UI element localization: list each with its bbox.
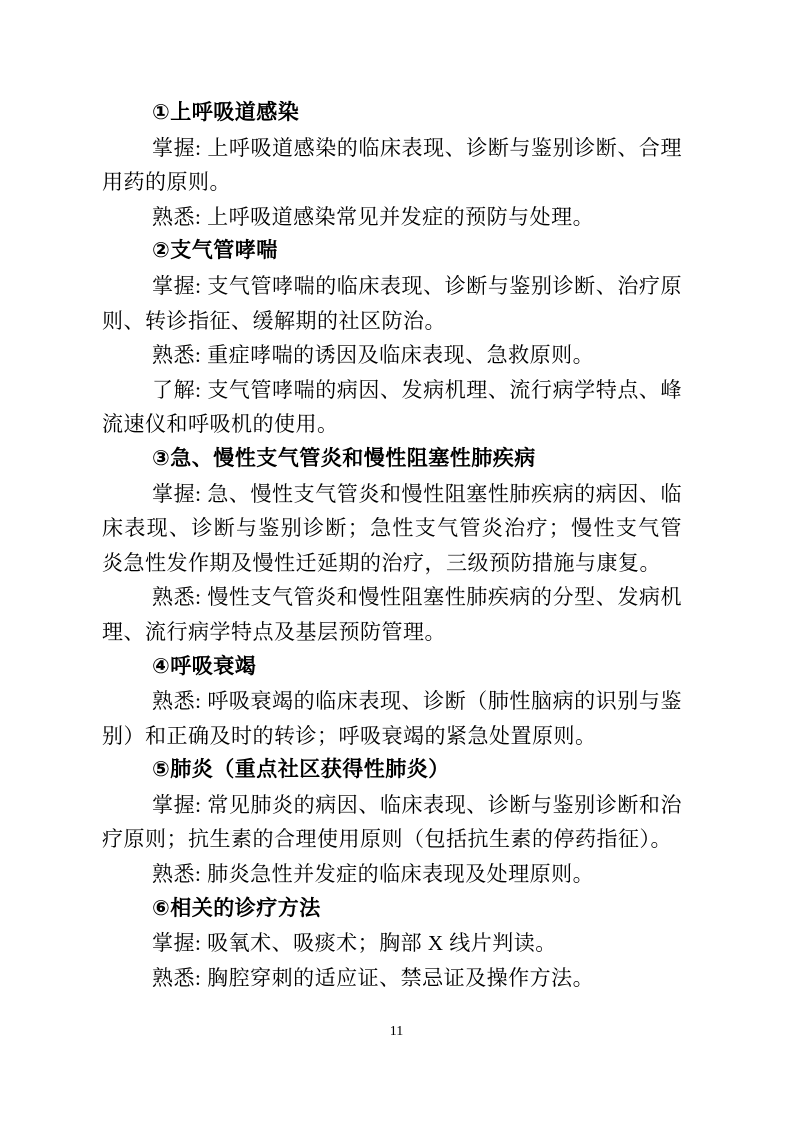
paragraph: 掌握: 上呼吸道感染的临床表现、诊断与鉴别诊断、合理用药的原则。 [102, 135, 682, 195]
section-heading: ②支气管哮喘 [152, 239, 278, 263]
paragraph: 熟悉: 慢性支气管炎和慢性阻塞性肺疾病的分型、发病机理、流行病学特点及基层预防管理。 [102, 585, 682, 644]
paragraph: 熟悉: 重症哮喘的诱因及临床表现、急救原则。 [152, 343, 595, 368]
paragraph: 掌握: 吸氧术、吸痰术；胸部 X 线片判读。 [152, 931, 557, 956]
section-bronchial-asthma [102, 234, 682, 442]
section-heading: ①上呼吸道感染 [152, 101, 300, 124]
section-heading: ④呼吸衰竭 [152, 654, 257, 678]
section-diagnostic-methods [102, 892, 682, 996]
section-heading: ③急、慢性支气管炎和慢性阻塞性肺疾病 [152, 446, 536, 470]
section-bronchitis-copd [102, 442, 682, 650]
paragraph: 了解: 支气管哮喘的病因、发病机理、流行病学特点、峰流速仪和呼吸机的使用。 [102, 377, 682, 437]
section-respiratory-failure [102, 650, 682, 754]
section-upper-respiratory-infection [102, 96, 682, 234]
document-body [102, 96, 682, 995]
section-pneumonia [102, 753, 682, 891]
paragraph: 掌握: 支气管哮喘的临床表现、诊断与鉴别诊断、治疗原则、转诊指征、缓解期的社区防治。 [102, 273, 682, 333]
section-heading: ⑤肺炎（重点社区获得性肺炎） [152, 758, 450, 782]
section-heading: ⑥相关的诊疗方法 [152, 896, 321, 920]
paragraph: 熟悉: 呼吸衰竭的临床表现、诊断（肺性脑病的识别与鉴别）和正确及时的转诊；呼吸衰竭的紧急处置原则。 [102, 689, 682, 748]
paragraph: 熟悉: 胸腔穿刺的适应证、禁忌证及操作方法。 [152, 965, 595, 990]
paragraph: 熟悉: 上呼吸道感染常见并发症的预防与处理。 [152, 204, 595, 229]
paragraph: 掌握: 急、慢性支气管炎和慢性阻塞性肺疾病的病因、临床表现、诊断与鉴别诊断；急性支气管炎治疗；慢性支气管炎急性发作期及慢性迁延期的治疗，三级预防措施与康复。 [102, 481, 682, 575]
paragraph: 掌握: 常见肺炎的病因、临床表现、诊断与鉴别诊断和治疗原则；抗生素的合理使用原则（包括抗生素的停药指征）。 [102, 792, 682, 852]
paragraph: 熟悉: 肺炎急性并发症的临床表现及处理原则。 [152, 862, 595, 887]
page-number: 11 [389, 1024, 404, 1039]
